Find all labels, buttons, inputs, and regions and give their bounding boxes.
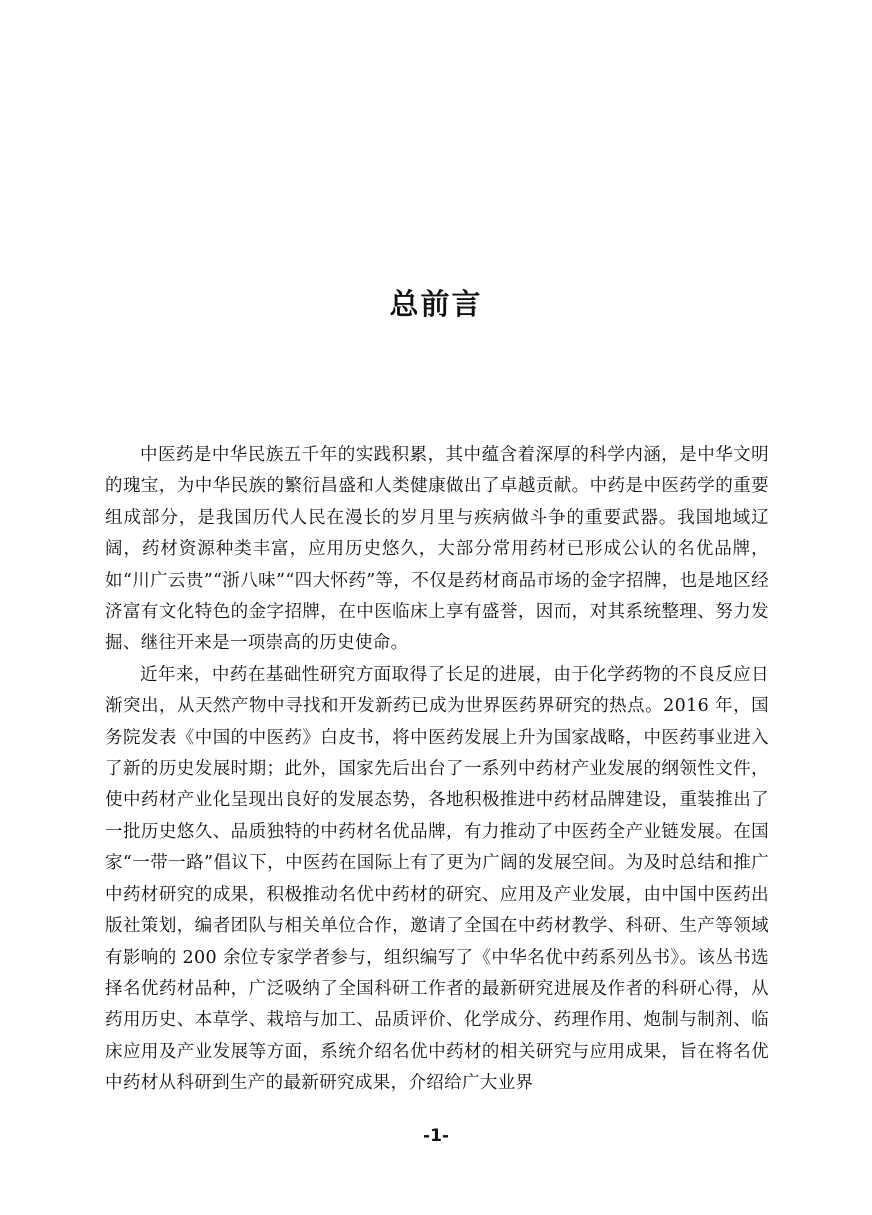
- page-number: -1-: [423, 1126, 449, 1146]
- paragraph-2: 近年来，中药在基础性研究方面取得了长足的进展，由于化学药物的不良反应日渐突出，从天然产物中寻找和开发新药已成为世界医药界研究的热点。2016 年，国务院发表《中国的中医药》白皮书，将中医药发展上升为国家战略，中医药事业进入了新的历史发展时期；此外，国家先后出台了一系列中药材产业发展的纲领性文件，使中药材产业化呈现出良好的发展态势，各地积极推进中药材品牌建设，重装推出了一批历史悠久、品质独特的中药材名优品牌，有力推动了中医药全产业链发展。在国家“一带一路”倡议下，中医药在国际上有了更为广阔的发展空间。为及时总结和推广中药材研究的成果，积极推动名优中药材的研究、应用及产业发展，由中国中医药出版社策划，编者团队与相关单位合作，邀请了全国在中药材教学、科研、生产等领域有影响的 200 余位专家学者参与，组织编写了《中华名优中药系列丛书》。该丛书选择名优药材品种，广泛吸纳了全国科研工作者的最新研究进展及作者的科研心得，从药用历史、本草学、栽培与加工、品质评价、化学成分、药理作用、炮制与制剂、临床应用及产业发展等方面，系统介绍名优中药材的相关研究与应用成果，旨在将名优中药材从科研到生产的最新研究成果，介绍给广大业界: [105, 664, 769, 1094]
- page-title: 总前言: [389, 287, 483, 321]
- paragraph-1: 中医药是中华民族五千年的实践积累，其中蕴含着深厚的科学内涵，是中华文明的瑰宝，为中华民族的繁衍昌盛和人类健康做出了卓越贡献。中药是中医药学的重要组成部分，是我国历代人民在漫长的岁月里与疾病做斗争的重要武器。我国地域辽阔，药材资源种类丰富，应用历史悠久，大部分常用药材已形成公认的名优品牌，如“川广云贵”“浙八味”“四大怀药”等，不仅是药材商品市场的金字招牌，也是地区经济富有文化特色的金字招牌，在中医临床上享有盛誉，因而，对其系统整理、努力发掘、继往开来是一项崇高的历史使命。: [105, 445, 769, 654]
- body-text: [105, 440, 769, 1100]
